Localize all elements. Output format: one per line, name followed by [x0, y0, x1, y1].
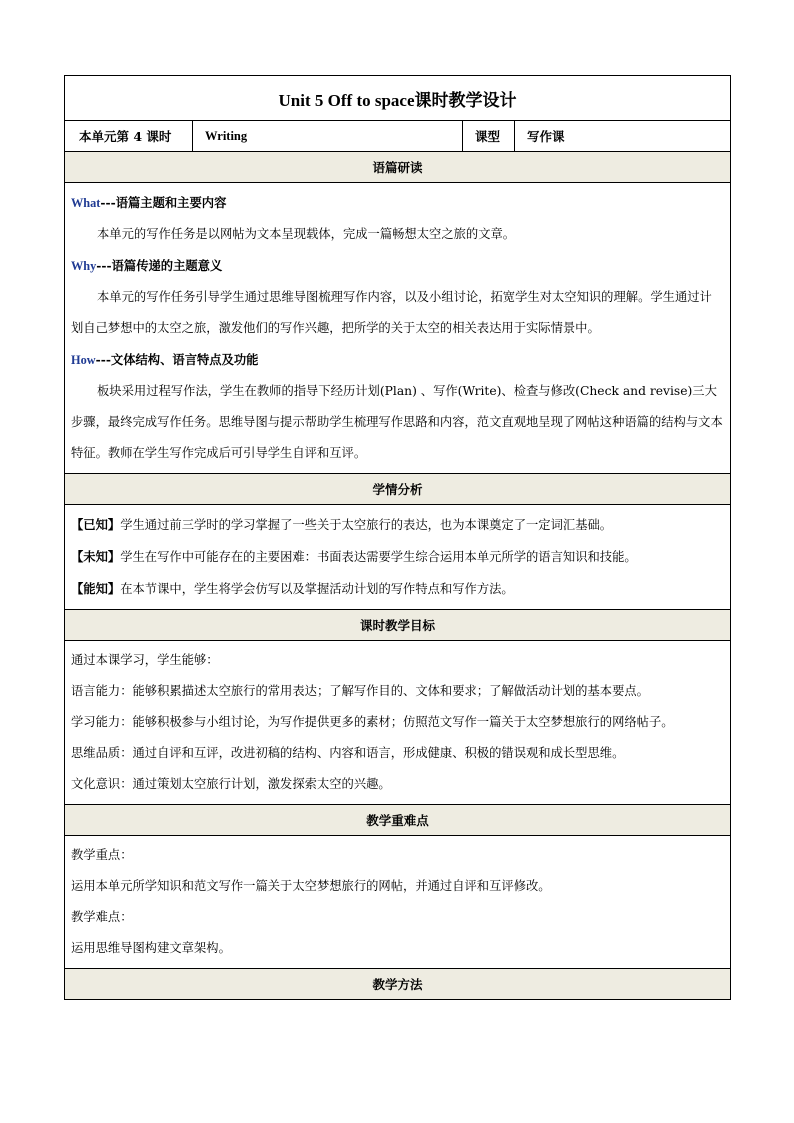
difficulty-label: 教学难点： [71, 910, 133, 924]
how-key: How [71, 353, 96, 367]
why-heading [71, 250, 724, 282]
able-text: 在本节课中，学生将学会仿写以及掌握活动计划的写作特点和写作方法。 [120, 582, 514, 596]
difficulty-text: 运用思维导图构建文章架构。 [71, 941, 231, 955]
objectives-intro: 通过本课学习，学生能够： [71, 653, 219, 667]
why-heading-rest: ---语篇传递的主题意义 [96, 258, 223, 273]
known-tag: 【已知】 [71, 517, 121, 532]
objective-language: 语言能力：能够积累描述太空旅行的常用表达；了解写作目的、文体和要求；了解做活动计划的基本要点。 [71, 684, 649, 698]
lesson-name: Writing [193, 121, 463, 152]
section-header-objectives: 课时教学目标 [65, 610, 731, 641]
what-heading [71, 187, 724, 219]
lesson-plan-table [64, 75, 731, 1000]
lesson-plan-document [64, 75, 730, 1000]
focus-text: 运用本单元所学知识和范文写作一篇关于太空梦想旅行的网帖，并通过自评和互评修改。 [71, 879, 551, 893]
lesson-number-label: 本单元第 4 课时 [65, 121, 193, 152]
focus-label: 教学重点： [71, 848, 133, 862]
objective-learning: 学习能力：能够积极参与小组讨论，为写作提供更多的素材；仿照范文写作一篇关于太空梦想旅行的网络帖子。 [71, 715, 674, 729]
how-heading-rest: ---文体结构、语言特点及功能 [95, 352, 259, 367]
section-header-analysis: 学情分析 [65, 474, 731, 505]
what-key: What [71, 196, 101, 210]
how-paragraph: 板块采用过程写作法，学生在教师的指导下经历计划(Plan) 、写作(Write)、检查与修改(Check and revise)三大步骤，最终完成写作任务。思维导图与提示帮助学生梳理写作思路和内容，范文直观地呈现了网帖这种语篇的结构与文本特征。教师在学生写作完成后可引导学生自评和互评。 [71, 384, 723, 460]
able-item [71, 573, 724, 605]
unknown-text: 学生在写作中可能存在的主要困难：书面表达需要学生综合运用本单元所学的语言知识和技能。 [120, 550, 637, 564]
able-tag: 【能知】 [71, 581, 121, 596]
analysis-content [65, 505, 731, 610]
objectives-content [65, 641, 731, 805]
why-key: Why [71, 259, 97, 273]
key-points-content [65, 836, 731, 969]
text-study-content [65, 183, 731, 474]
document-title: Unit 5 Off to space课时教学设计 [65, 76, 731, 121]
section-header-key-points: 教学重难点 [65, 805, 731, 836]
lesson-type-label: 课型 [463, 121, 515, 152]
unknown-item [71, 541, 724, 573]
what-heading-rest: ---语篇主题和主要内容 [100, 195, 227, 210]
why-paragraph: 本单元的写作任务引导学生通过思维导图梳理写作内容，以及小组讨论，拓宽学生对太空知识的理解。学生通过计划自己梦想中的太空之旅，激发他们的写作兴趣，把所学的关于太空的相关表达用于实际情景中。 [71, 290, 712, 335]
unknown-tag: 【未知】 [71, 549, 121, 564]
how-heading [71, 344, 724, 376]
objective-culture: 文化意识：通过策划太空旅行计划，激发探索太空的兴趣。 [71, 777, 391, 791]
lesson-type-value: 写作课 [515, 121, 731, 152]
section-header-text-study: 语篇研读 [65, 152, 731, 183]
objective-thinking: 思维品质：通过自评和互评，改进初稿的结构、内容和语言，形成健康、积极的错误观和成长型思维。 [71, 746, 625, 760]
known-item [71, 509, 724, 541]
section-header-methods: 教学方法 [65, 969, 731, 1000]
known-text: 学生通过前三学时的学习掌握了一些关于太空旅行的表达，也为本课奠定了一定词汇基础。 [120, 518, 613, 532]
what-paragraph: 本单元的写作任务是以网帖为文本呈现载体，完成一篇畅想太空之旅的文章。 [97, 227, 516, 241]
